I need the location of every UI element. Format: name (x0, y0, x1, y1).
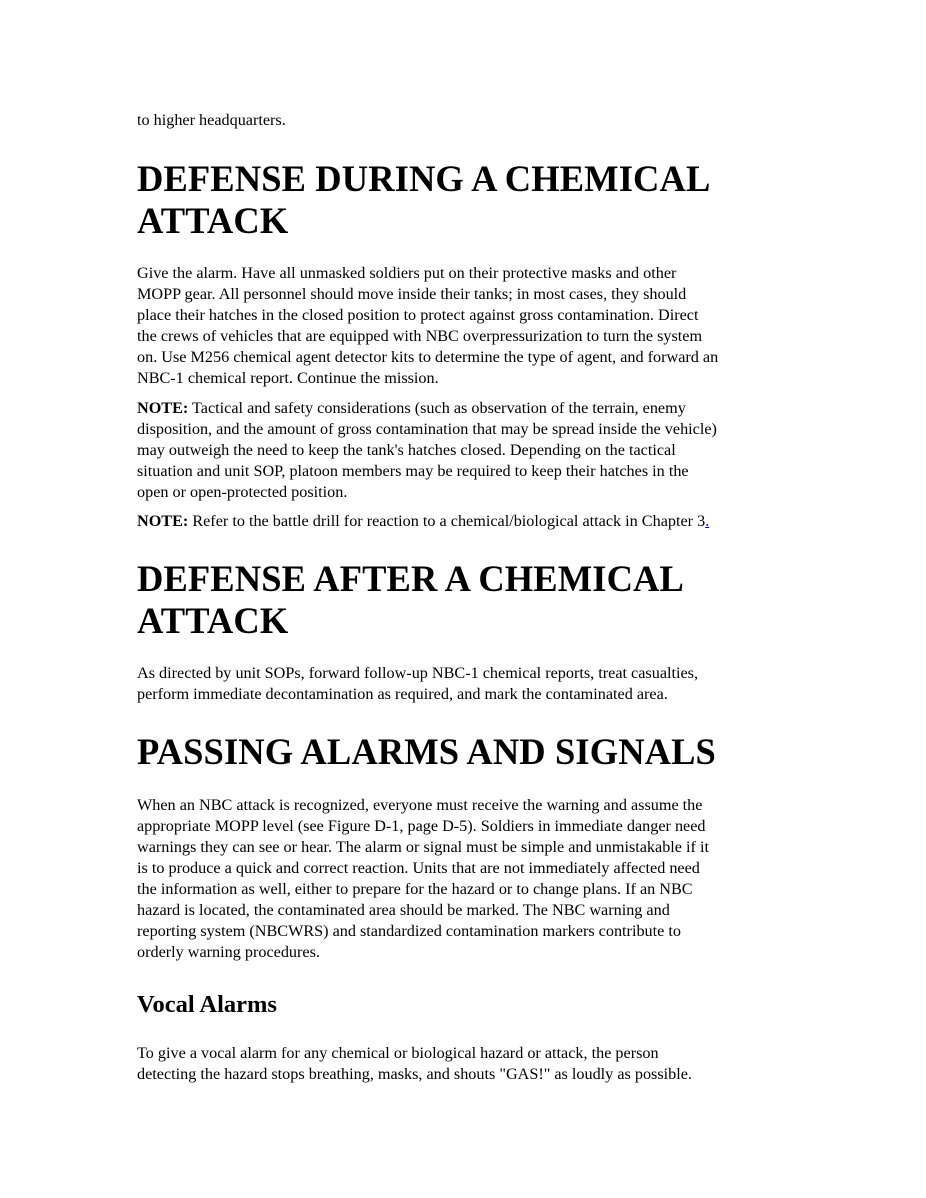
heading-line: DEFENSE DURING A CHEMICAL (137, 158, 711, 199)
paragraph-line: open or open-protected position. (137, 483, 348, 501)
paragraph-passing-alarms (137, 795, 797, 963)
paragraph-line: detecting the hazard stops breathing, masks, and shouts "GAS!" as loudly as possible. (137, 1065, 692, 1083)
paragraph-line: on. Use M256 chemical agent detector kits to determine the type of agent, and forward an (137, 348, 719, 366)
paragraph-line: As directed by unit SOPs, forward follow-up NBC-1 chemical reports, treat casualties, (137, 664, 699, 682)
paragraph-line: NBC-1 chemical report. Continue the mission. (137, 369, 439, 387)
note-label: NOTE: (137, 512, 189, 530)
top-fragment-text: to higher headquarters. (137, 111, 286, 129)
heading-defense-after (137, 558, 837, 642)
paragraph-line: place their hatches in the closed position to protect against gross contamination. Direct (137, 306, 699, 324)
note-text: Refer to the battle drill for reaction to a chemical/biological attack in Chapter 3 (188, 512, 706, 530)
paragraph-line: the crews of vehicles that are equipped with NBC overpressurization to turn the system (137, 327, 703, 345)
paragraph-line: warnings they can see or hear. The alarm or signal must be simple and unmistakable if it (137, 838, 709, 856)
paragraph-line: To give a vocal alarm for any chemical or biological hazard or attack, the person (137, 1044, 659, 1062)
heading-defense-during (137, 158, 837, 242)
paragraph-vocal-alarms (137, 1043, 797, 1085)
paragraph-line: is to produce a quick and correct reaction. Units that are not immediately affected need (137, 859, 700, 877)
note-battle-drill (137, 511, 797, 532)
paragraph-line: orderly warning procedures. (137, 943, 320, 961)
paragraph-line: MOPP gear. All personnel should move inside their tanks; in most cases, they should (137, 285, 687, 303)
heading-passing-alarms: PASSING ALARMS AND SIGNALS (137, 731, 716, 772)
paragraph-line: situation and unit SOP, platoon members may be required to keep their hatches in the (137, 462, 689, 480)
chapter-3-link[interactable]: . (705, 512, 710, 530)
paragraph-line: perform immediate decontamination as required, and mark the contaminated area. (137, 685, 668, 703)
heading-vocal-alarms: Vocal Alarms (137, 991, 277, 1018)
paragraph-line: may outweigh the need to keep the tank's hatches closed. Depending on the tactical (137, 441, 676, 459)
paragraph-line: hazard is located, the contaminated area should be marked. The NBC warning and (137, 901, 670, 919)
paragraph-defense-after (137, 663, 797, 705)
paragraph-defense-during (137, 263, 797, 389)
paragraph-line: the information as well, either to prepare for the hazard or to change plans. If an NBC (137, 880, 693, 898)
heading-line: ATTACK (137, 200, 289, 241)
note-text: Tactical and safety considerations (such as observation of the terrain, enemy (188, 399, 686, 417)
paragraph-line (137, 398, 797, 419)
note-tactical-safety (137, 398, 797, 503)
paragraph-line: appropriate MOPP level (see Figure D-1, page D-5). Soldiers in immediate danger need (137, 817, 706, 835)
paragraph-line: Give the alarm. Have all unmasked soldiers put on their protective masks and other (137, 264, 677, 282)
heading-line: DEFENSE AFTER A CHEMICAL (137, 558, 684, 599)
heading-line: ATTACK (137, 600, 289, 641)
paragraph-line: disposition, and the amount of gross contamination that may be spread inside the vehicle) (137, 420, 717, 438)
note-label: NOTE: (137, 399, 189, 417)
paragraph-line: When an NBC attack is recognized, everyone must receive the warning and assume the (137, 796, 703, 814)
paragraph-line: reporting system (NBCWRS) and standardized contamination markers contribute to (137, 922, 681, 940)
